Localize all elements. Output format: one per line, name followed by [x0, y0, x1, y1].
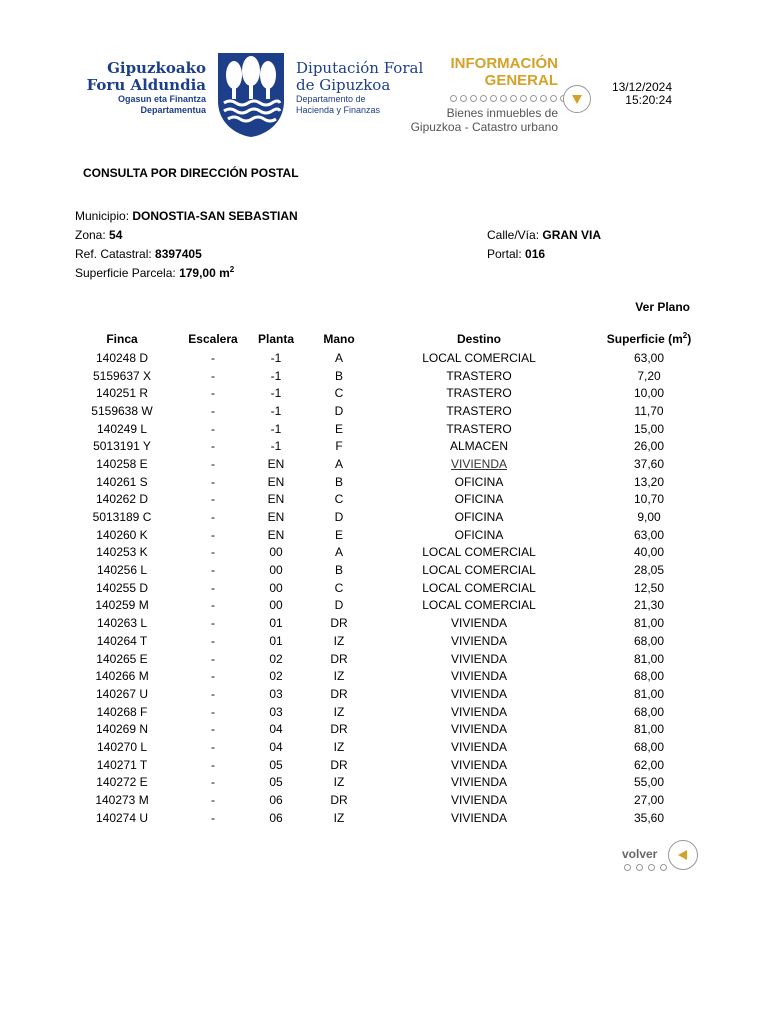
header-mano: Mano [323, 332, 355, 346]
table-row [68, 455, 716, 473]
zona-field [75, 228, 122, 242]
logo-basque-sub-line-2: Departamentua [140, 105, 206, 115]
cell-finca: 140258 E [96, 456, 148, 471]
cell-finca: 5013189 C [92, 510, 152, 525]
date-text: 13/12/2024 [611, 80, 672, 94]
ref-catastral-field [75, 247, 202, 261]
dot [450, 95, 457, 102]
cell-destino: VIVIENDA [450, 616, 507, 631]
dot [510, 95, 517, 102]
table-row [68, 579, 716, 597]
cell-mano: E [334, 421, 343, 436]
cell-mano: D [334, 598, 344, 613]
cell-escalera: - [211, 439, 215, 454]
cell-superficie: 28,05 [633, 563, 665, 578]
info-general-title [430, 55, 558, 89]
cell-finca: 140255 D [95, 580, 149, 595]
dot [520, 95, 527, 102]
cell-finca: 140260 K [96, 527, 148, 542]
cell-escalera: - [211, 563, 215, 578]
cell-mano: F [335, 439, 343, 454]
table-row [68, 526, 716, 544]
cell-destino: OFICINA [454, 474, 504, 489]
cell-mano: IZ [333, 669, 345, 684]
back-arrow-icon [678, 850, 687, 860]
cell-planta: 03 [269, 704, 283, 719]
dot [624, 864, 631, 871]
volver-dots [624, 864, 667, 871]
cell-destino: VIVIENDA [450, 793, 507, 808]
cell-finca: 140268 F [96, 704, 148, 719]
cell-mano: C [334, 492, 344, 507]
cell-finca: 140261 S [96, 474, 148, 489]
cell-destino: VIVIENDA [450, 739, 507, 754]
cell-destino: TRASTERO [446, 386, 512, 401]
cell-mano: DR [330, 722, 348, 737]
info-menu-button[interactable] [563, 85, 591, 113]
header-superficie-close: ) [687, 332, 692, 346]
cell-planta: 05 [269, 757, 283, 772]
cell-superficie: 26,00 [633, 439, 665, 454]
table-header-row [68, 329, 716, 349]
cell-mano: C [334, 580, 344, 595]
cell-destino: LOCAL COMERCIAL [422, 563, 536, 578]
table-row [68, 809, 716, 827]
cell-mano: DR [330, 616, 348, 631]
logo-es-title [296, 60, 426, 94]
cell-superficie: 12,50 [633, 580, 665, 595]
cell-finca: 140265 E [96, 651, 148, 666]
destino-link[interactable]: VIVIENDA [450, 456, 507, 471]
cell-planta: 06 [269, 810, 283, 825]
cell-destino: OFICINA [454, 492, 504, 507]
cell-escalera: - [211, 368, 215, 383]
logo-es-sub-line-2: Hacienda y Finanzas [296, 105, 381, 115]
cell-escalera: - [211, 633, 215, 648]
logo-basque-subtitle [84, 94, 206, 116]
cell-planta: -1 [270, 439, 282, 454]
cell-escalera: - [211, 421, 215, 436]
cell-planta: -1 [270, 421, 282, 436]
zona-value: 54 [109, 228, 123, 242]
cell-mano: DR [330, 651, 348, 666]
info-sub-line-2: Gipuzkoa - Catastro urbano [410, 120, 558, 134]
header-superficie-exp: 2 [682, 331, 688, 340]
cell-destino: LOCAL COMERCIAL [422, 598, 536, 613]
municipio-field [75, 209, 298, 223]
cell-mano: IZ [333, 704, 345, 719]
cell-mano: IZ [333, 739, 345, 754]
cell-escalera: - [211, 810, 215, 825]
cell-mano: IZ [333, 775, 345, 790]
cell-finca: 140251 R [95, 386, 149, 401]
cell-superficie: 81,00 [633, 651, 665, 666]
cell-destino: TRASTERO [446, 403, 512, 418]
cell-finca: 140259 M [95, 598, 149, 613]
cell-escalera: - [211, 403, 215, 418]
cell-escalera: - [211, 686, 215, 701]
cell-planta: EN [267, 474, 285, 489]
cell-planta: EN [267, 492, 285, 507]
cell-planta: 03 [269, 686, 283, 701]
cell-finca: 140271 T [96, 757, 148, 772]
cell-escalera: - [211, 492, 215, 507]
cell-superficie: 10,70 [633, 492, 665, 507]
cell-superficie: 35,60 [633, 810, 665, 825]
portal-field [487, 247, 545, 261]
header-finca: Finca [106, 332, 138, 346]
table-body [68, 349, 716, 827]
cell-planta: 02 [269, 651, 283, 666]
cell-finca: 140274 U [95, 810, 149, 825]
cell-escalera: - [211, 757, 215, 772]
cell-finca: 140269 N [95, 722, 149, 737]
dot [550, 95, 557, 102]
superficie-parcela-field [75, 266, 234, 280]
cell-superficie: 10,00 [633, 386, 665, 401]
cell-finca: 140272 E [96, 775, 148, 790]
cell-destino: VIVIENDA [450, 651, 507, 666]
table-row [68, 508, 716, 526]
cell-destino: ALMACEN [449, 439, 508, 454]
dot [480, 95, 487, 102]
cell-escalera: - [211, 350, 215, 365]
table-row [68, 650, 716, 668]
dot [470, 95, 477, 102]
cell-mano: IZ [333, 633, 345, 648]
cell-mano: DR [330, 793, 348, 808]
cell-mano: IZ [333, 810, 345, 825]
calle-field [487, 228, 601, 242]
header-planta: Planta [257, 332, 294, 346]
header-escalera: Escalera [188, 332, 238, 346]
cell-planta: 06 [269, 793, 283, 808]
cell-escalera: - [211, 669, 215, 684]
cell-finca: 140249 L [96, 421, 148, 436]
cell-destino: TRASTERO [446, 368, 512, 383]
cell-escalera: - [211, 527, 215, 542]
cell-superficie: 81,00 [633, 686, 665, 701]
dot [540, 95, 547, 102]
cell-destino: VIVIENDA [450, 686, 507, 701]
cell-destino: OFICINA [454, 510, 504, 525]
cell-destino [376, 455, 582, 473]
logo-basque-line-1: Gipuzkoako [107, 59, 206, 77]
cell-superficie: 15,00 [633, 421, 665, 436]
table-row [68, 756, 716, 774]
chevron-down-icon [572, 95, 582, 104]
cell-superficie: 63,00 [633, 527, 665, 542]
superficie-parcela-exp: 2 [229, 265, 235, 274]
cell-mano: C [334, 386, 344, 401]
cell-escalera: - [211, 510, 215, 525]
cell-planta: 00 [269, 545, 283, 560]
cell-escalera: - [211, 704, 215, 719]
logo-basque-line-2: Foru Aldundia [86, 76, 206, 94]
calle-value: GRAN VIA [542, 228, 602, 242]
superficie-parcela-value: 179,00 m [179, 266, 230, 280]
cell-superficie: 27,00 [633, 793, 665, 808]
cell-planta: 04 [269, 722, 283, 737]
cell-finca: 140266 M [95, 669, 149, 684]
table-row [68, 349, 716, 367]
cell-escalera: - [211, 598, 215, 613]
cell-superficie: 68,00 [633, 739, 665, 754]
dot [648, 864, 655, 871]
table-row [68, 791, 716, 809]
cell-planta: -1 [270, 350, 282, 365]
calle-label: Calle/Vía: [487, 228, 540, 242]
cell-planta: EN [267, 456, 285, 471]
cell-planta: -1 [270, 368, 282, 383]
table-row [68, 720, 716, 738]
cell-destino: VIVIENDA [450, 704, 507, 719]
cell-finca: 140273 M [95, 793, 149, 808]
superficie-parcela-label: Superficie Parcela: [75, 266, 176, 280]
cell-superficie: 11,70 [634, 403, 664, 418]
ref-catastral-label: Ref. Catastral: [75, 247, 152, 261]
info-title-line-1: INFORMACIÓN [450, 55, 558, 72]
portal-value: 016 [525, 247, 546, 261]
cell-escalera: - [211, 739, 215, 754]
zona-label: Zona: [75, 228, 106, 242]
logo-es-line-2: de Gipuzkoa [296, 76, 391, 94]
cell-destino: LOCAL COMERCIAL [422, 350, 536, 365]
cell-superficie: 62,00 [633, 757, 665, 772]
info-sub-line-1: Bienes inmuebles de [446, 106, 558, 120]
cell-mano: D [334, 403, 344, 418]
cell-planta: 00 [269, 563, 283, 578]
cell-escalera: - [211, 545, 215, 560]
dot [490, 95, 497, 102]
cell-superficie: 81,00 [633, 616, 665, 631]
volver-label[interactable]: volver [622, 847, 658, 861]
cell-mano: E [334, 527, 343, 542]
cell-escalera: - [211, 722, 215, 737]
table-row [68, 367, 716, 385]
cell-finca: 140263 L [96, 616, 148, 631]
cell-planta: 01 [269, 616, 283, 631]
cell-mano: DR [330, 686, 348, 701]
ver-plano-link[interactable]: Ver Plano [635, 300, 690, 314]
dot [460, 95, 467, 102]
cell-superficie: 63,00 [633, 350, 665, 365]
table-row [68, 774, 716, 792]
dot [660, 864, 667, 871]
cell-destino: TRASTERO [446, 421, 512, 436]
page-title: CONSULTA POR DIRECCIÓN POSTAL [83, 166, 299, 180]
cell-finca: 140264 T [96, 633, 148, 648]
cell-finca: 140256 L [96, 563, 148, 578]
cell-escalera: - [211, 793, 215, 808]
cell-superficie: 68,00 [633, 669, 665, 684]
cell-destino: OFICINA [454, 527, 504, 542]
table-row [68, 420, 716, 438]
cell-planta: -1 [270, 386, 282, 401]
portal-label: Portal: [487, 247, 522, 261]
cell-mano: B [334, 563, 343, 578]
dot [530, 95, 537, 102]
logo-basque-title [84, 60, 206, 94]
cell-planta: 02 [269, 669, 283, 684]
logo-es-sub-line-1: Departamento de [296, 94, 366, 104]
table-row [68, 667, 716, 685]
cell-planta: 05 [269, 775, 283, 790]
cell-mano: A [334, 456, 343, 471]
table-row [68, 473, 716, 491]
dot [500, 95, 507, 102]
cell-superficie: 68,00 [633, 633, 665, 648]
cell-mano: D [334, 510, 344, 525]
cell-destino: VIVIENDA [450, 722, 507, 737]
cell-escalera: - [211, 580, 215, 595]
datetime [600, 81, 672, 107]
table-row [68, 544, 716, 562]
info-title-line-2: GENERAL [484, 72, 558, 89]
cell-finca: 5159638 W [91, 403, 153, 418]
cell-destino: VIVIENDA [450, 633, 507, 648]
table-row [68, 685, 716, 703]
cell-escalera: - [211, 474, 215, 489]
cell-superficie: 55,00 [633, 775, 665, 790]
cell-mano: DR [330, 757, 348, 772]
cell-finca: 140270 L [96, 739, 148, 754]
cell-planta: 00 [269, 580, 283, 595]
cell-superficie: 13,20 [633, 474, 665, 489]
table-row [68, 614, 716, 632]
table-row [68, 402, 716, 420]
volver-button[interactable] [668, 840, 698, 870]
table-row [68, 561, 716, 579]
cell-escalera: - [211, 456, 215, 471]
logo-es-line-1: Diputación Foral [296, 59, 424, 77]
table-row [68, 738, 716, 756]
cell-destino: VIVIENDA [450, 810, 507, 825]
cell-planta: 00 [269, 598, 283, 613]
time-text: 15:20:24 [625, 93, 672, 107]
fincas-table [68, 329, 716, 827]
cell-finca: 5159637 X [92, 368, 152, 383]
cell-finca: 5013191 Y [93, 439, 151, 454]
cell-superficie: 21,30 [633, 598, 665, 613]
cell-escalera: - [211, 616, 215, 631]
cell-mano: A [334, 545, 343, 560]
cell-mano: A [334, 350, 343, 365]
cell-planta: EN [267, 510, 285, 525]
cell-destino: VIVIENDA [450, 757, 507, 772]
header-superficie [582, 329, 716, 349]
cell-destino: VIVIENDA [450, 775, 507, 790]
cell-escalera: - [211, 651, 215, 666]
cell-superficie: 7,20 [637, 368, 661, 383]
cell-planta: -1 [270, 403, 282, 418]
cell-planta: EN [267, 527, 285, 542]
cell-destino: LOCAL COMERCIAL [422, 545, 536, 560]
cell-mano: B [334, 474, 343, 489]
table-row [68, 703, 716, 721]
cell-escalera: - [211, 386, 215, 401]
cell-finca: 140262 D [95, 492, 149, 507]
logo-basque-sub-line-1: Ogasun eta Finantza [117, 94, 206, 104]
table-row [68, 632, 716, 650]
dot [636, 864, 643, 871]
table-row [68, 437, 716, 455]
cell-superficie: 9,00 [637, 510, 661, 525]
cell-planta: 01 [269, 633, 283, 648]
table-row [68, 491, 716, 509]
table-row [68, 384, 716, 402]
cell-finca: 140267 U [95, 686, 149, 701]
cell-superficie: 81,00 [633, 722, 665, 737]
cell-finca: 140253 K [96, 545, 148, 560]
cell-superficie: 68,00 [633, 704, 665, 719]
cell-superficie: 40,00 [633, 545, 665, 560]
table-row [68, 597, 716, 615]
header-destino: Destino [456, 332, 501, 346]
cell-destino: LOCAL COMERCIAL [422, 580, 536, 595]
cell-superficie: 37,60 [633, 456, 665, 471]
cell-finca: 140248 D [95, 350, 149, 365]
header-superficie-text: Superficie (m [606, 332, 683, 346]
cell-mano: B [334, 368, 343, 383]
cell-planta: 04 [269, 739, 283, 754]
shield-logo-icon [216, 51, 286, 139]
municipio-value: DONOSTIA-SAN SEBASTIAN [132, 209, 298, 223]
municipio-label: Municipio: [75, 209, 130, 223]
cell-escalera: - [211, 775, 215, 790]
info-general-subtitle [400, 106, 558, 134]
ref-catastral-value: 8397405 [155, 247, 202, 261]
progress-dots [450, 95, 567, 103]
cell-destino: VIVIENDA [450, 669, 507, 684]
